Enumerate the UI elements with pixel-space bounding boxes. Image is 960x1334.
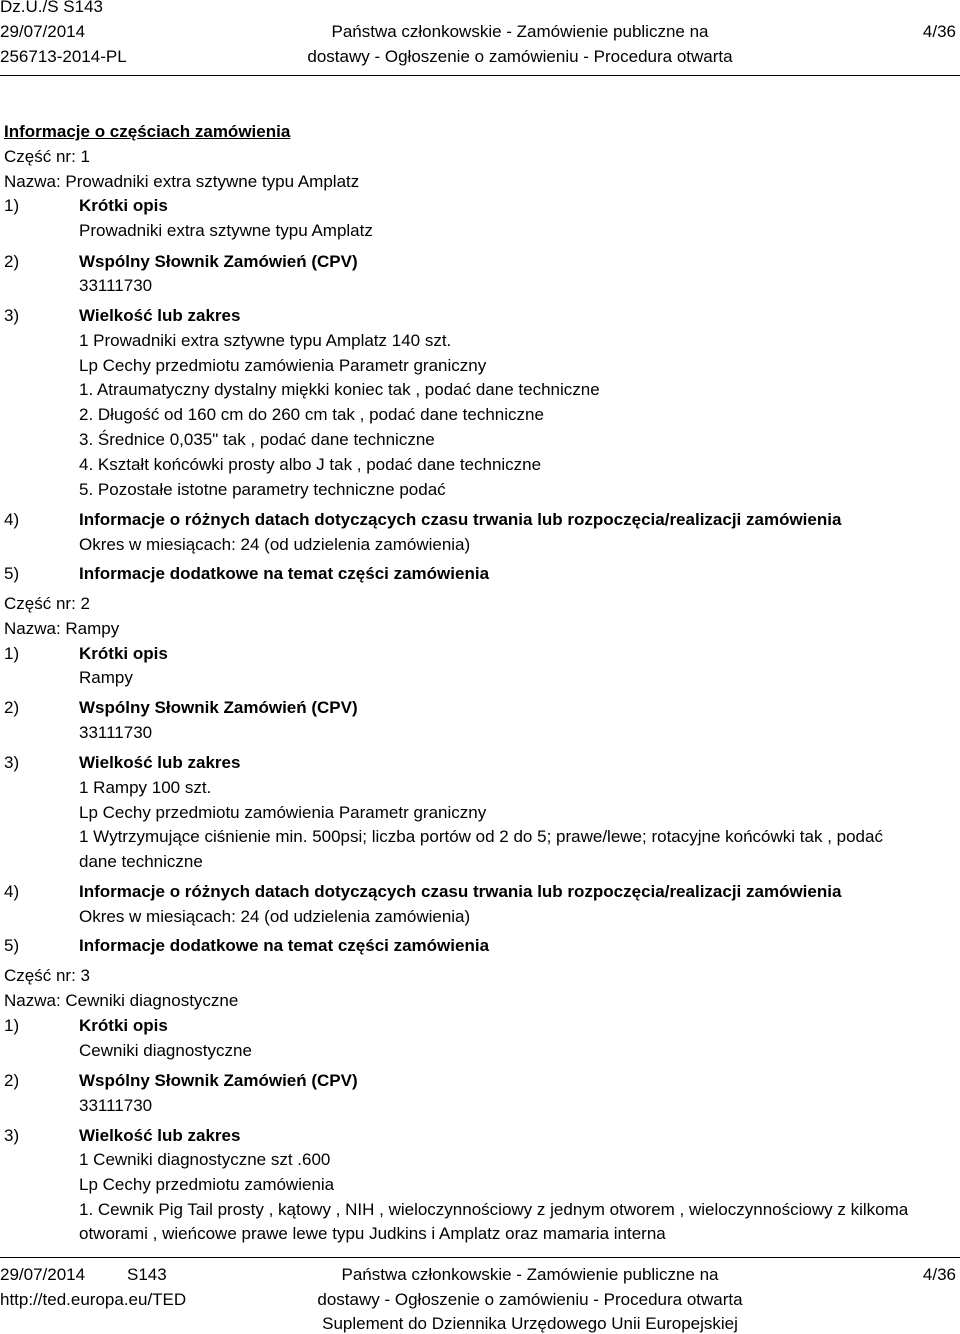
part2-cpv-label: Wspólny Słownik Zamówień (CPV) — [79, 698, 358, 717]
part1-name: Nazwa: Prowadniki extra sztywne typu Amplatz — [4, 172, 360, 191]
part2-dates-label: Informacje o różnych datach dotyczących czasu trwania lub rozpoczęcia/realizacji zamówienia — [79, 882, 842, 901]
part1-short-desc: Prowadniki extra sztywne typu Amplatz — [79, 221, 373, 240]
part1-item4-number: 4) — [4, 510, 20, 529]
part1-quantity-line: 1 Prowadniki extra sztywne typu Amplatz 140 szt. — [79, 331, 452, 350]
part1-item2-number: 2) — [4, 252, 20, 271]
part1-item3-number: 3) — [4, 306, 20, 325]
part1-short-desc-label: Krótki opis — [79, 196, 168, 215]
part2-additional-label: Informacje dodatkowe na temat części zamówienia — [79, 936, 490, 955]
part2-name: Nazwa: Rampy — [4, 619, 120, 638]
part2-quantity-line: Lp Cechy przedmiotu zamówienia Parametr graniczny — [79, 803, 487, 822]
footer-series: S143 — [127, 1265, 167, 1284]
footer-rule — [0, 1257, 960, 1258]
part3-quantity-line: 1. Cewnik Pig Tail prosty , kątowy , NIH , wieloczynnościowy z jednym otworem , wieloczynnościowy z kilkoma — [79, 1200, 909, 1219]
header-doc-id: 256713-2014-PL — [0, 47, 127, 66]
footer-page-number: 4/36 — [922, 1265, 956, 1284]
part1-quantity-line: 2. Długość od 160 cm do 260 cm tak , podać dane techniczne — [79, 405, 544, 424]
part2-quantity-line: 1 Rampy 100 szt. — [79, 778, 212, 797]
part2-short-desc-label: Krótki opis — [79, 644, 168, 663]
part2-cpv-code: 33111730 — [79, 723, 153, 742]
part1-quantity-line: Lp Cechy przedmiotu zamówienia Parametr graniczny — [79, 356, 487, 375]
footer-date: 29/07/2014 — [0, 1265, 86, 1284]
part3-quantity-label: Wielkość lub zakres — [79, 1126, 241, 1145]
part1-item1-number: 1) — [4, 196, 20, 215]
part3-short-desc: Cewniki diagnostyczne — [79, 1041, 252, 1060]
part3-item2-number: 2) — [4, 1071, 20, 1090]
part3-short-desc-label: Krótki opis — [79, 1016, 168, 1035]
part2-number: Część nr: 2 — [4, 594, 90, 613]
header-rule — [0, 75, 960, 76]
part1-cpv-label: Wspólny Słownik Zamówień (CPV) — [79, 252, 358, 271]
section-title: Informacje o częściach zamówienia — [4, 122, 291, 141]
part2-item1-number: 1) — [4, 644, 20, 663]
footer-url[interactable]: http://ted.europa.eu/TED — [0, 1290, 187, 1309]
part3-item1-number: 1) — [4, 1016, 20, 1035]
part1-quantity-label: Wielkość lub zakres — [79, 306, 241, 325]
part3-name: Nazwa: Cewniki diagnostyczne — [4, 991, 239, 1010]
part3-item3-number: 3) — [4, 1126, 20, 1145]
part2-item5-number: 5) — [4, 936, 20, 955]
part2-short-desc: Rampy — [79, 668, 133, 687]
part1-quantity-line: 1. Atraumatyczny dystalny miękki koniec tak , podać dane techniczne — [79, 380, 600, 399]
part3-quantity-line: otworami , wieńcowe prawe lewe typu Judkins i Amplatz oraz mamaria interna — [79, 1224, 666, 1243]
part1-duration: Okres w miesiącach: 24 (od udzielenia zamówienia) — [79, 535, 471, 554]
part1-cpv-code: 33111730 — [79, 276, 153, 295]
header-page-number: 4/36 — [922, 22, 956, 41]
part2-quantity-label: Wielkość lub zakres — [79, 753, 241, 772]
part1-quantity-line: 3. Średnice 0,035" tak , podać dane techniczne — [79, 430, 435, 449]
header-title-line1: Państwa członkowskie - Zamówienie publiczne na — [331, 22, 709, 41]
header-title-line2: dostawy - Ogłoszenie o zamówieniu - Procedura otwarta — [307, 47, 733, 66]
footer-title-line2: dostawy - Ogłoszenie o zamówieniu - Procedura otwarta — [317, 1290, 743, 1309]
footer-title-line3: Suplement do Dziennika Urzędowego Unii Europejskiej — [322, 1314, 738, 1333]
part3-number: Część nr: 3 — [4, 966, 90, 985]
part2-item4-number: 4) — [4, 882, 20, 901]
part3-cpv-code: 33111730 — [79, 1096, 153, 1115]
part2-quantity-line: 1 Wytrzymujące ciśnienie min. 500psi; liczba portów od 2 do 5; prawe/lewe; rotacyjne końcówki tak , podać — [79, 827, 883, 846]
part1-dates-label: Informacje o różnych datach dotyczących czasu trwania lub rozpoczęcia/realizacji zamówienia — [79, 510, 842, 529]
part1-quantity-line: 5. Pozostałe istotne parametry techniczne podać — [79, 480, 446, 499]
part1-number: Część nr: 1 — [4, 147, 90, 166]
part1-quantity-line: 4. Kształt końcówki prosty albo J tak , podać dane techniczne — [79, 455, 542, 474]
part1-additional-label: Informacje dodatkowe na temat części zamówienia — [79, 564, 490, 583]
part3-quantity-line: 1 Cewniki diagnostyczne szt .600 — [79, 1150, 331, 1169]
part3-quantity-line: Lp Cechy przedmiotu zamówienia — [79, 1175, 335, 1194]
part3-cpv-label: Wspólny Słownik Zamówień (CPV) — [79, 1071, 358, 1090]
header-journal-ref: Dz.U./S S143 — [0, 0, 103, 16]
part2-item2-number: 2) — [4, 698, 20, 717]
part2-item3-number: 3) — [4, 753, 20, 772]
part2-duration: Okres w miesiącach: 24 (od udzielenia zamówienia) — [79, 907, 471, 926]
footer-title-line1: Państwa członkowskie - Zamówienie publiczne na — [341, 1265, 719, 1284]
part1-item5-number: 5) — [4, 564, 20, 583]
part2-quantity-line: dane techniczne — [79, 852, 203, 871]
header-date: 29/07/2014 — [0, 22, 86, 41]
